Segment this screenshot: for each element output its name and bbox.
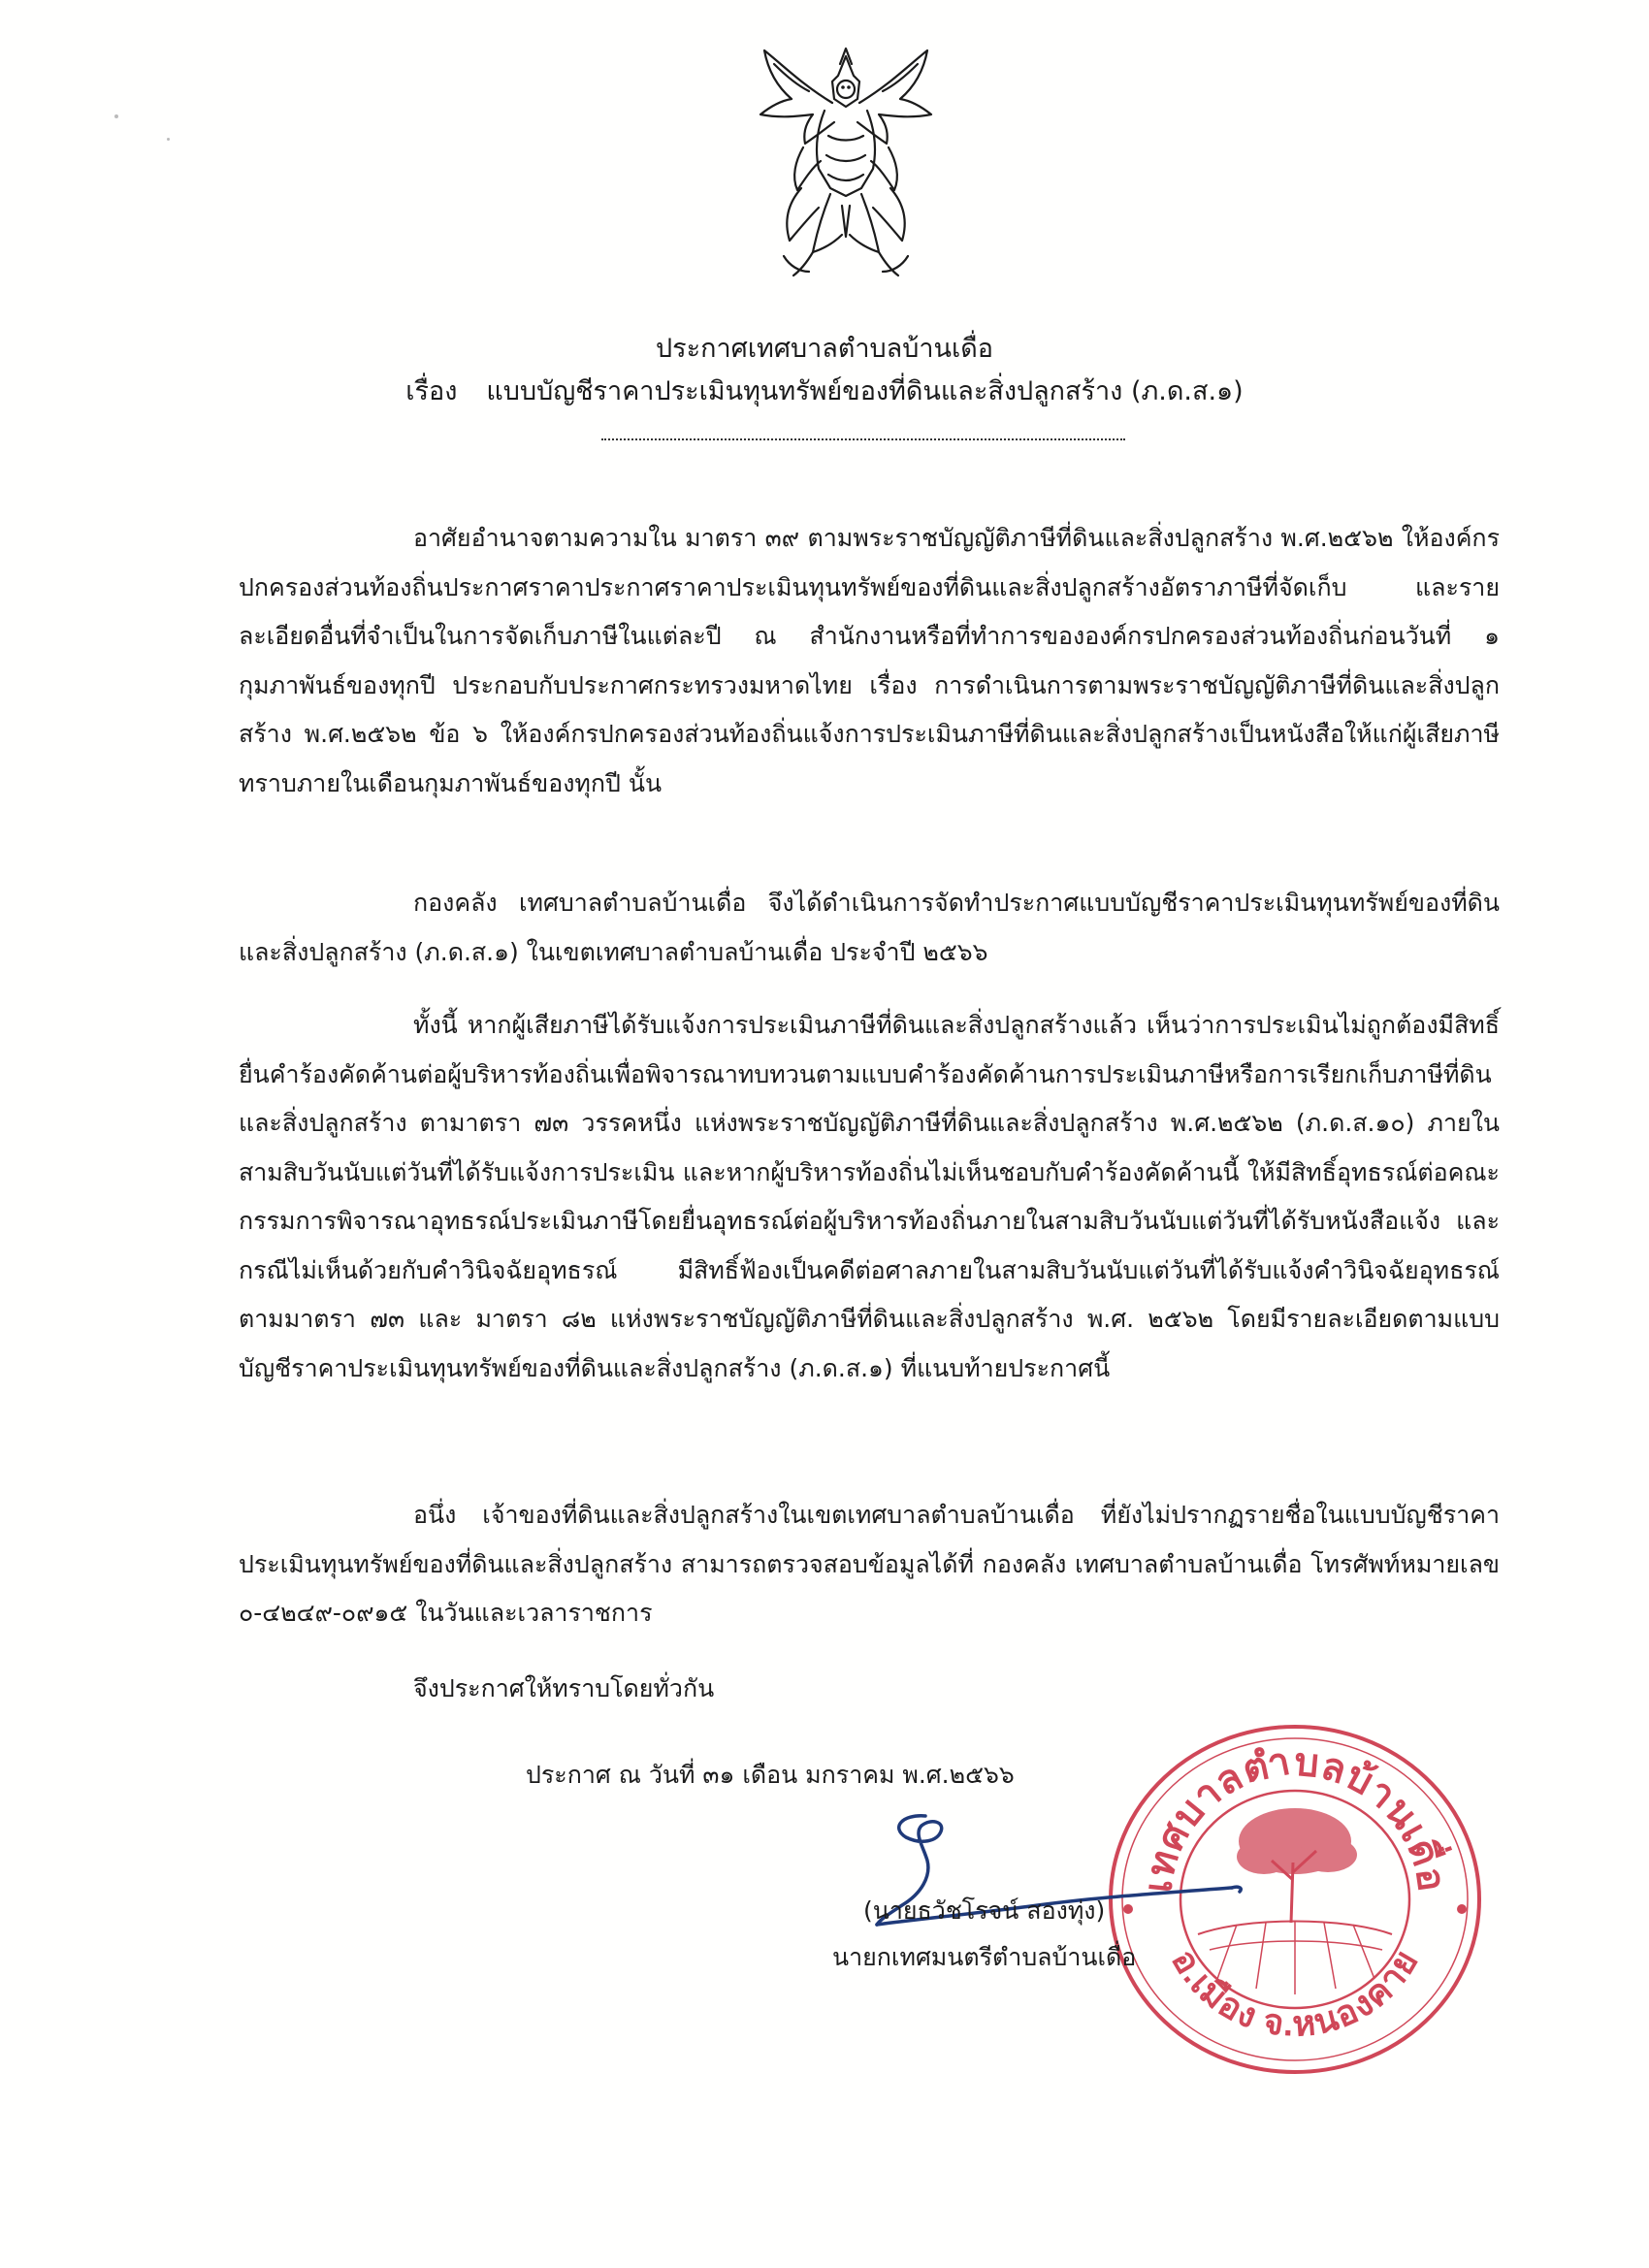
subject-text: แบบบัญชีราคาประเมินทุนทรัพย์ของที่ดินและสิ่งปลูกสร้าง (ภ.ด.ส.๑) [486,376,1244,406]
announcement-subject-line [0,373,1649,411]
subject-label: เรื่อง [405,376,458,406]
body-paragraph-contact: อนึ่ง เจ้าของที่ดินและสิ่งปลูกสร้างในเขตเทศบาลตำบลบ้านเดื่อ ที่ยังไม่ปรากฏรายชื่อในแบบบัญชีราคาประเมินทุนทรัพย์ของที่ดินและสิ่งปลูกสร้าง สามารถตรวจสอบข้อมูลได้ที่ กองคลัง เทศบาลตำบลบ้านเดื่อ โทรศัพท์หมายเลข ๐-๔๒๔๙-๐๙๑๕ ในวันและเวลาราชการ [239,1501,1500,1627]
signatory-position: นายกเทศมนตรีตำบลบ้านเดื่อ [832,1943,1137,1971]
body-paragraph-finance-division: กองคลัง เทศบาลตำบลบ้านเดื่อ จึงได้ดำเนินการจัดทำประกาศแบบบัญชีราคาประเมินทุนทรัพย์ของที่ดินและสิ่งปลูกสร้าง (ภ.ด.ส.๑) ในเขตเทศบาลตำบลบ้านเดื่อ ประจำปี ๒๕๖๖ [239,889,1500,966]
garuda-emblem-icon [745,43,947,289]
stamp-bottom-text: อ.เมือง จ.หนองคาย [1164,1942,1426,2045]
header-dotted-divider [601,438,1125,440]
body-paragraph-closing: จึงประกาศให้ทราบโดยทั่วกัน [413,1674,715,1702]
body-paragraph-appeal-rights: ทั้งนี้ หากผู้เสียภาษีได้รับแจ้งการประเมินภาษีที่ดินและสิ่งปลูกสร้างแล้ว เห็นว่าการประเมินไม่ถูกต้องมีสิทธิ์ยื่นคำร้องคัดค้านต่อผู้บริหารท้องถิ่นเพื่อพิจารณาทบทวนตามแบบคำร้องคัดค้านการประเมินภาษีหรือการเรียกเก็บภาษีที่ดินและสิ่งปลูกสร้าง ตามาตรา ๗๓ วรรคหนึ่ง แห่งพระราชบัญญัติภาษีที่ดินและสิ่งปลูกสร้าง พ.ศ.๒๕๖๒ (ภ.ด.ส.๑๐) ภายในสามสิบวันนับแต่วันที่ได้รับแจ้งการประเมิน และหากผู้บริหารท้องถิ่นไม่เห็นชอบกับคำร้องคัดค้านนี้ ให้มีสิทธิ์อุทธรณ์ต่อคณะกรรมการพิจารณาอุทธรณ์ประเมินภาษีโดยยื่นอุทธรณ์ต่อผู้บริหารท้องถิ่นภายในสามสิบวันนับแต่วันที่ได้รับหนังสือแจ้ง และกรณีไม่เห็นด้วยกับคำวินิจฉัยอุทธรณ์ มีสิทธิ์ฟ้องเป็นคดีต่อศาลภายในสามสิบวันนับแต่วันที่ได้รับแจ้งคำวินิจฉัยอุทธรณ์ ตามมาตรา ๗๓ และ มาตรา ๘๒ แห่งพระราชบัญญัติภาษีที่ดินและสิ่งปลูกสร้าง พ.ศ. ๒๕๖๒ โดยมีรายละเอียดตามแบบบัญชีราคาประเมินทุนทรัพย์ของที่ดินและสิ่งปลูกสร้าง (ภ.ด.ส.๑) ที่แนบท้ายประกาศนี้ [239,1011,1500,1382]
scan-speck [114,114,118,118]
announcement-organization: ประกาศเทศบาลตำบลบ้านเดื่อ [656,334,993,364]
stamp-top-text: เทศบาลตำบลบ้านเดื่อ [1137,1739,1454,1895]
announcement-date: ประกาศ ณ วันที่ ๓๑ เดือน มกราคม พ.ศ.๒๕๖๖ [526,1761,1015,1789]
scan-speck [167,138,170,141]
body-paragraph-authority: อาศัยอำนาจตามความใน มาตรา ๓๙ ตามพระราชบัญญัติภาษีที่ดินและสิ่งปลูกสร้าง พ.ศ.๒๕๖๒ ให้องค์กรปกครองส่วนท้องถิ่นประกาศราคาประกาศราคาประเมินทุนทรัพย์ของที่ดินและสิ่งปลูกสร้างอัตราภาษีที่จัดเก็บ และรายละเอียดอื่นที่จำเป็นในการจัดเก็บภาษีในแต่ละปี ณ สำนักงานหรือที่ทำการขององค์กรปกครองส่วนท้องถิ่นก่อนวันที่ ๑ กุมภาพันธ์ของทุกปี ประกอบกับประกาศกระทรวงมหาดไทย เรื่อง การดำเนินการตามพระราชบัญญัติภาษีที่ดินและสิ่งปลูกสร้าง พ.ศ.๒๕๖๒ ข้อ ๖ ให้องค์กรปกครองส่วนท้องถิ่นแจ้งการประเมินภาษีที่ดินและสิ่งปลูกสร้างเป็นหนังสือให้แก่ผู้เสียภาษีทราบภายในเดือนกุมภาพันธ์ของทุกปี นั้น [239,524,1500,797]
signatory-name: (นายธวัชโรจน์ สองทุ่ง) [863,1896,1106,1925]
